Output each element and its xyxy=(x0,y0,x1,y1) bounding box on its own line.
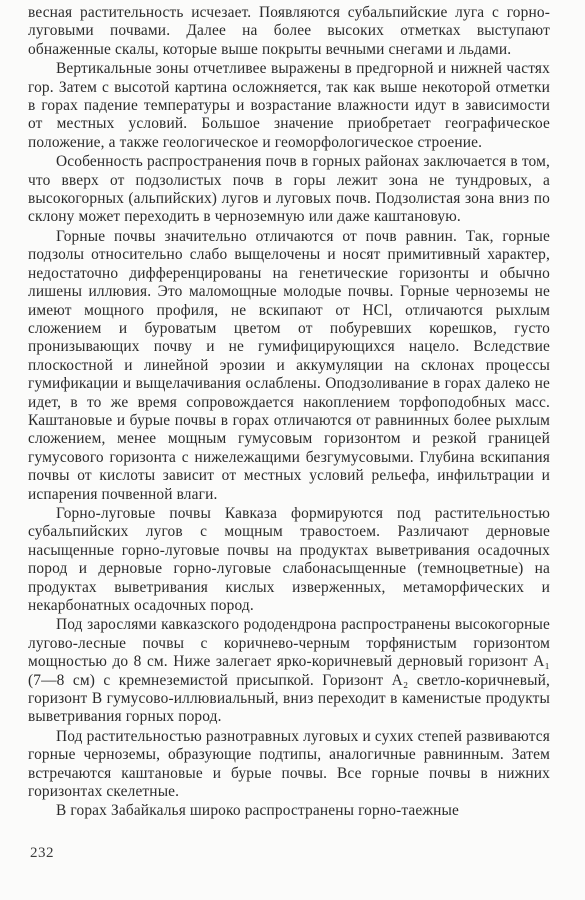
paragraph-transbaikalia: В горах Забайкалья широко распространены горно-таежные xyxy=(56,802,460,820)
paragraph-rhododendron-soils: Под зарослями кавказского рододендрона распространены высокогорные лугово-лесные почвы с коричнево-черным торфянистым горизонтом мощностью до 8 см. Ниже залегает ярко-коричневый дерновый горизонт A₁ (7—8 см) с кремнеземистой присыпкой. Горизонт A₂ светло-коричневый, горизонт B гумусово-иллювиальный, вниз переходит в каменистые продукты выветривания горных пород. xyxy=(28,616,550,726)
paragraph-caucasus-meadow-soils: Горно-луговые почвы Кавказа формируются под растительностью субальпийских лугов с мощным травостоем. Различают дерновые насыщенные горно-луговые почвы на продуктах выветривания осадочных пород и дерновые горно-луговые слабонасыщенные (темноцветные) на продуктах выветривания кислых изверженных, метаморфических и некарбонатных осадочных пород. xyxy=(28,504,550,614)
page-number: 232 xyxy=(30,845,54,861)
paragraph-soil-distribution: Особенность распространения почв в горных районах заключается в том, что вверх от подзолистых почв в горы лежит зона не тундровых, а высокогорных (альпийских) лугов и луговых почв. Подзолистая зона вниз по склону может переходить в черноземную или даже каштановую. xyxy=(28,153,550,226)
paragraph-mountain-soils: Горные почвы значительно отличаются от почв равнин. Так, горные подзолы относительно слабо выщелочены и носят примитивный характер, недостаточно дифференцированы на генетические горизонты и обычно лишены иллювия. Это маломощные молодые почвы. Горные черноземы не имеют мощного профиля, не вскипают от HCl, отличаются рыхлым сложением и буроватым цветом от побуревших корешков, густо пронизывающих почву и не гумифицирующихся нацело. Вследствие плоскостной и линейной эрозии и аккумуляции на склонах процессы гумификации и выщелачивания ослаблены. Оподзоливание в горах далеко не идет, в то же время сопровождается накоплением торфоподобных масс. Каштановые и бурые почвы в горах отличаются от равнинных более рыхлым сложением, менее мощным гумусовым горизонтом и резкой границей гумусового горизонта с нижележащими безгумусовыми. Глубина вскипания почвы от кислоты зависит от местных условий рельефа, инфильтрации и испарения почвенной влаги. xyxy=(28,227,550,503)
page-text xyxy=(28,4,550,822)
paragraph-steppe-chernozems: Под растительностью разнотравных луговых и сухих степей развиваются горные черноземы, образующие подтипы, аналогичные равнинным. Затем встречаются каштановые и бурые почвы. Все горные почвы в нижних горизонтах скелетные. xyxy=(28,727,550,801)
paragraph-vertical-zones: Вертикальные зоны отчетливее выражены в предгорной и нижней частях гор. Затем с высотой картина осложняется, так как выше некоторой отметки в горах падение температуры и возрастание влажности идут в зависимости от местных условий. Большое значение приобретает географическое положение, а также геологическое и геоморфологическое строение. xyxy=(28,60,550,151)
paragraph-continuation: весная растительность исчезает. Появляются субальпийские луга с горно-луговыми почвами. Далее на более высоких отметках выступают обнаженные скалы, которые выше покрыты вечными снегами и льдами. xyxy=(28,4,550,58)
